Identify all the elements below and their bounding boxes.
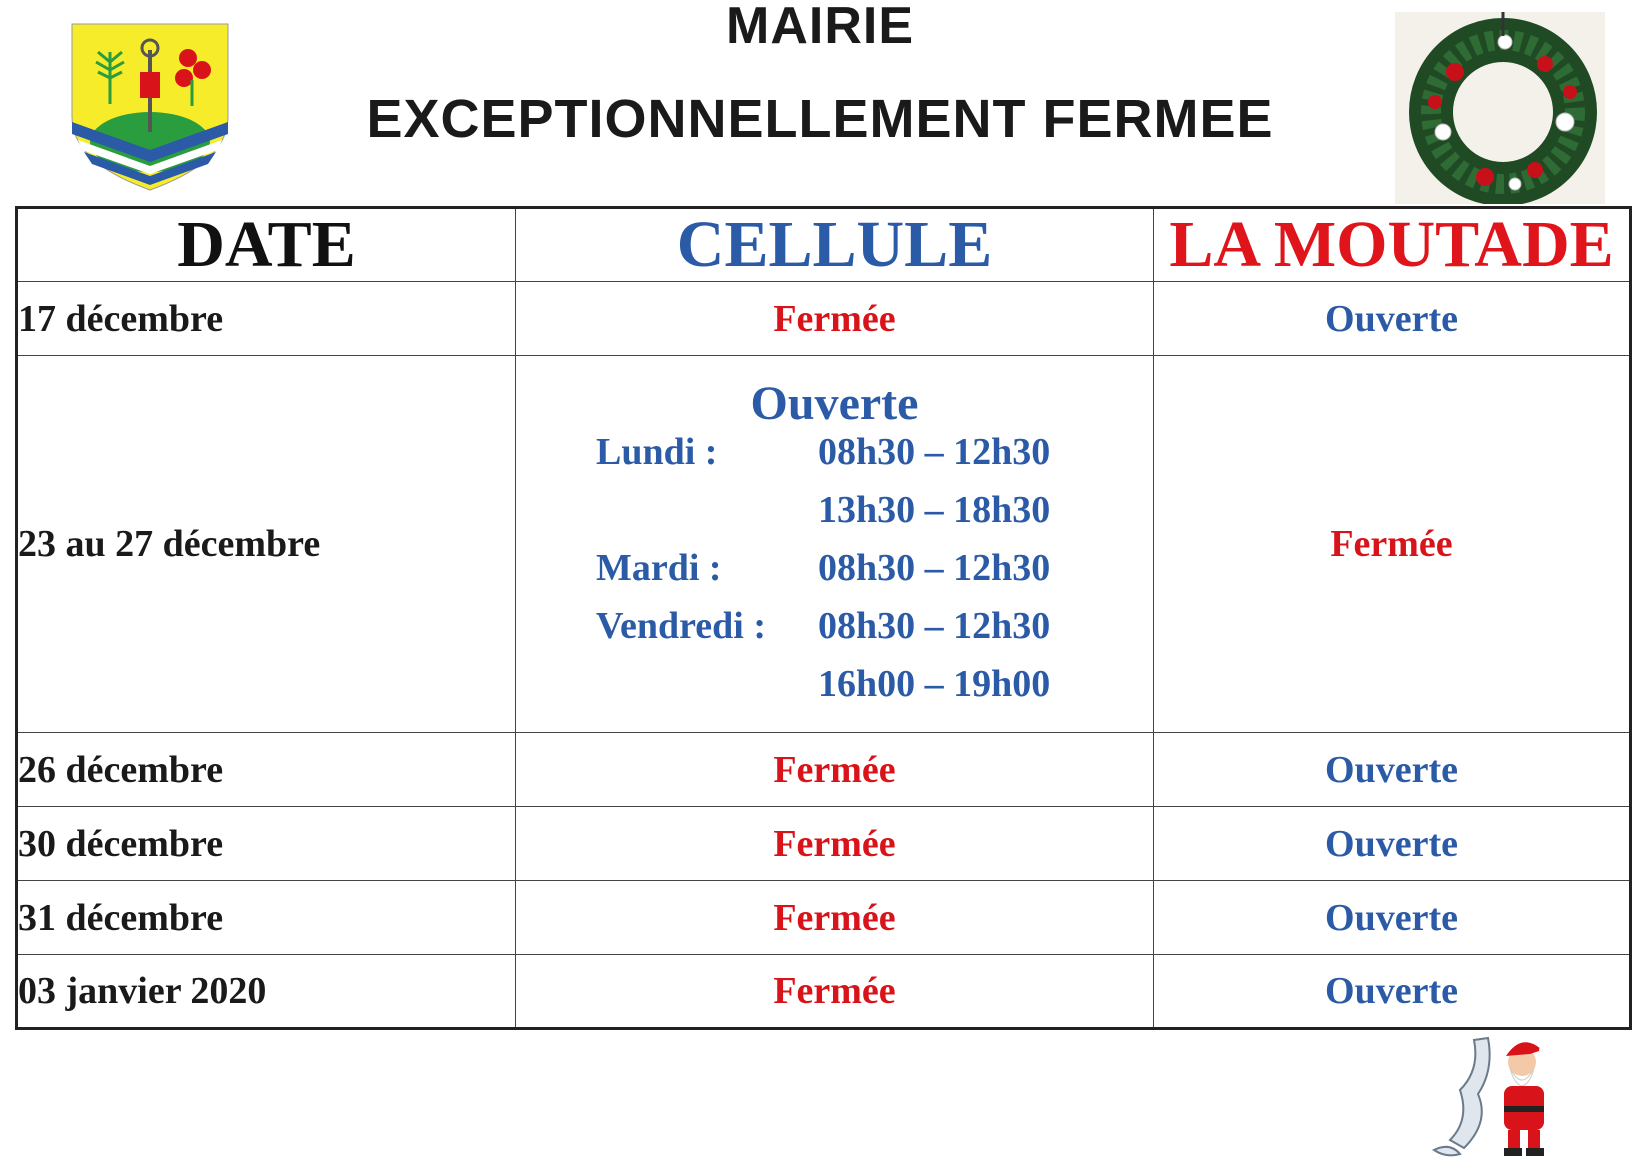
santa-claus-icon (1430, 1030, 1570, 1162)
time-range: 13h30 – 18h30 (818, 489, 1051, 531)
cellule-status: Fermée (516, 955, 1154, 1029)
table-row (17, 733, 1631, 807)
christmas-wreath-icon (1395, 12, 1605, 204)
cellule-status: Fermée (516, 282, 1154, 356)
time-range: 16h00 – 19h00 (818, 663, 1051, 705)
time-range: 08h30 – 12h30 (818, 547, 1051, 589)
row-date: 31 décembre (17, 881, 516, 955)
coat-of-arms-icon (70, 22, 230, 192)
header-la-moutade: LA MOUTADE (1154, 208, 1631, 282)
cellule-status: Fermée (516, 881, 1154, 955)
time-range: 08h30 – 12h30 (818, 605, 1051, 647)
schedule-table (15, 206, 1632, 1030)
cellule-status: Fermée (516, 733, 1154, 807)
row-date: 23 au 27 décembre (17, 356, 516, 733)
moutade-status: Ouverte (1154, 881, 1631, 955)
row-date: 17 décembre (17, 282, 516, 356)
day-label: Lundi : (596, 431, 718, 473)
row-date: 26 décembre (17, 733, 516, 807)
row-date: 30 décembre (17, 807, 516, 881)
table-header-row (17, 208, 1631, 282)
cellule-status: Fermée (516, 807, 1154, 881)
moutade-status: Ouverte (1154, 282, 1631, 356)
page-subtitle: EXCEPTIONNELLEMENT FERMEE (366, 89, 1274, 149)
table-row (17, 282, 1631, 356)
table-row (17, 955, 1631, 1029)
cellule-hours-cell (516, 356, 1154, 733)
day-label: Vendredi : (596, 605, 766, 647)
header-cellule: CELLULE (516, 208, 1154, 282)
moutade-status: Ouverte (1154, 807, 1631, 881)
header-date: DATE (17, 208, 516, 282)
page-title: MAIRIE (726, 0, 914, 55)
row-date: 03 janvier 2020 (17, 955, 516, 1029)
moutade-status: Ouverte (1154, 955, 1631, 1029)
moutade-status: Fermée (1154, 356, 1631, 733)
time-range: 08h30 – 12h30 (818, 431, 1051, 473)
table-row (17, 807, 1631, 881)
cellule-status: Ouverte (750, 377, 919, 430)
opening-hours (516, 356, 1153, 732)
table-row (17, 881, 1631, 955)
day-label: Mardi : (596, 547, 722, 589)
table-row (17, 356, 1631, 733)
moutade-status: Ouverte (1154, 733, 1631, 807)
